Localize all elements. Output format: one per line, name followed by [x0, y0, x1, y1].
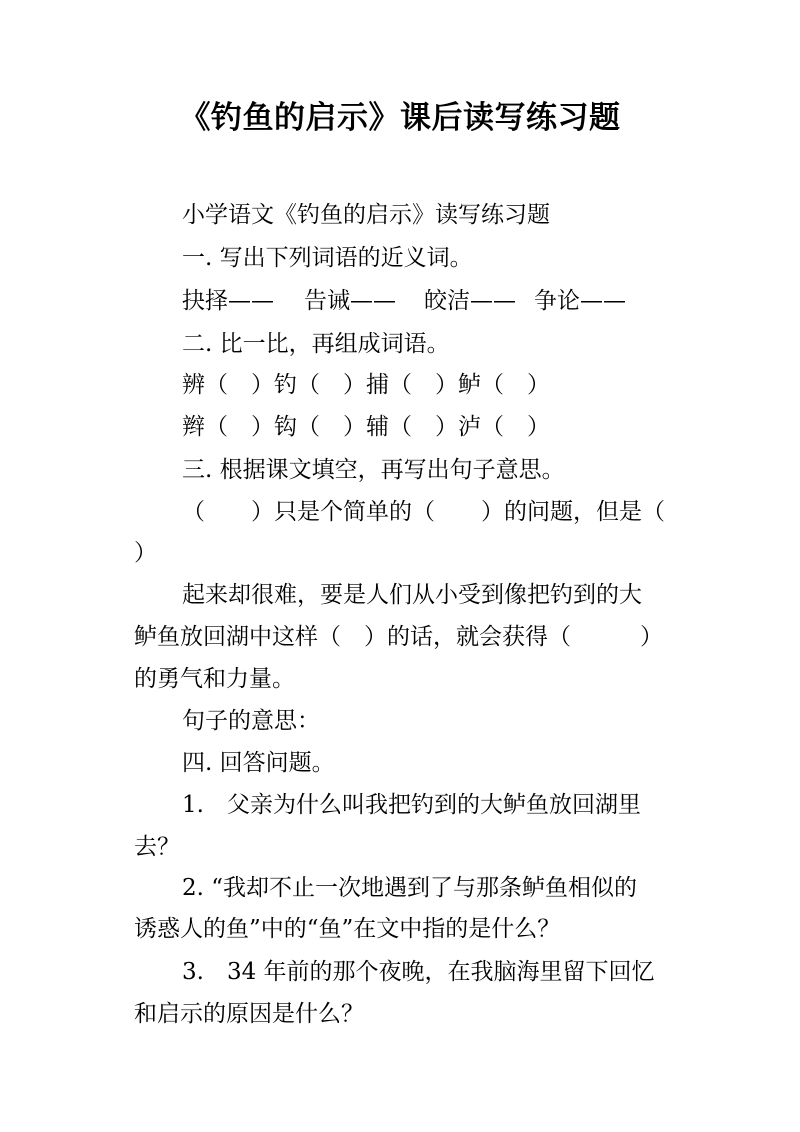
document-title: 《钓鱼的启示》课后读写练习题	[179, 100, 621, 136]
question-2-line-2: 诱惑人的鱼”中的“鱼”在文中指的是什么？	[134, 916, 561, 942]
synonym-word: 抉择——	[182, 288, 274, 314]
synonym-word: 争论——	[534, 288, 626, 314]
passage-line-2: 鲈鱼放回湖中这样（ ）的话，就会获得（ ）	[134, 624, 663, 650]
section-1-heading: 一. 写出下列词语的近义词。	[182, 245, 473, 271]
passage-line-1: 起来却很难，要是人们从小受到像把钓到的大	[182, 582, 642, 608]
section-4-heading: 四. 回答问题。	[182, 750, 335, 776]
question-1-line-1: 1. 父亲为什么叫我把钓到的大鲈鱼放回湖里	[182, 792, 641, 818]
section-2-heading: 二. 比一比，再组成词语。	[182, 331, 450, 357]
question-3-line-1: 3. 34 年前的那个夜晚，在我脑海里留下回忆	[182, 959, 655, 985]
question-2-line-1: 2. “我却不止一次地遇到了与那条鲈鱼相似的	[182, 875, 638, 901]
question-1-line-2: 去？	[134, 834, 180, 860]
synonym-word: 皎洁——	[424, 288, 516, 314]
passage-line-3: 的勇气和力量。	[134, 666, 295, 692]
compare-row-1: 辨（ ）钓（ ）捕（ ）鲈（ ）	[182, 372, 550, 398]
synonym-word: 告诫——	[304, 288, 396, 314]
section-3-heading: 三. 根据课文填空，再写出句子意思。	[182, 457, 565, 483]
fill-blank-line-1: （ ）只是个简单的（ ）的问题，但是（	[182, 499, 665, 525]
synonym-word-row	[182, 286, 626, 316]
subtitle: 小学语文《钓鱼的启示》读写练习题	[182, 202, 550, 228]
fill-blank-line-2: ）	[134, 540, 157, 566]
question-3-line-2: 和启示的原因是什么？	[134, 1001, 364, 1027]
compare-row-2: 辫（ ）钩（ ）辅（ ）泸（ ）	[182, 414, 550, 440]
meaning-label: 句子的意思：	[182, 708, 320, 734]
